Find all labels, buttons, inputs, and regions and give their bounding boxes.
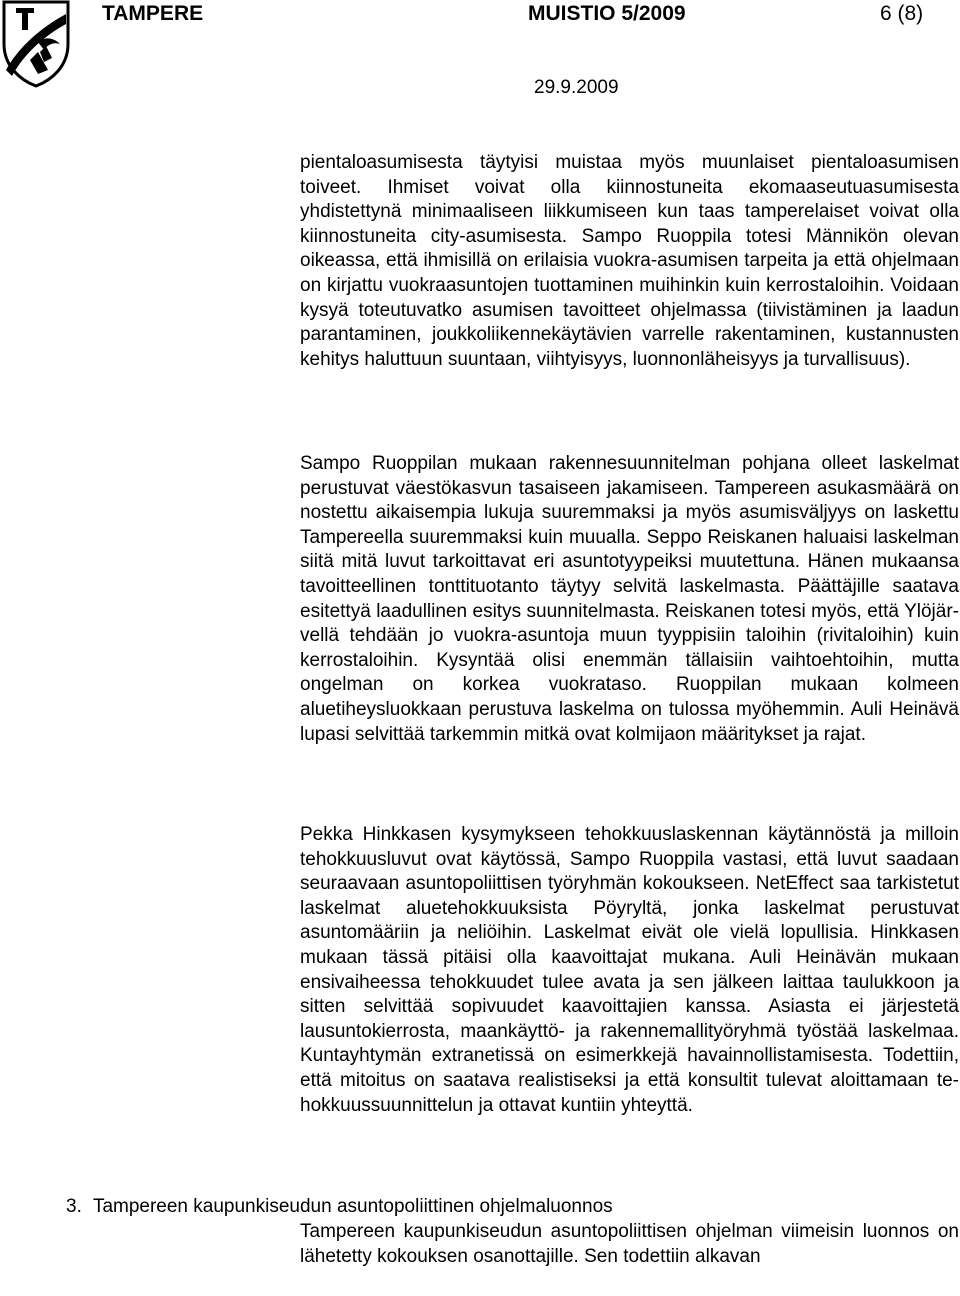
- section-title: Tampereen kaupunkiseudun asuntopoliittinen ohjelmaluonnos: [92, 1196, 613, 1217]
- body-paragraph-2: Sampo Ruoppilan mukaan rakennesuunnitelman pohjana olleet laskelmat perustuvat väestökasvun tasaiseen jakamiseen. Tampereen asukasmäärä on nostettu aikaisempia lukuja suuremmaksi ja myös asumisväljyys on laskettu Tampereella suuremmaksi kuin muualla. Seppo Reiskanen haluaisi laskelman siitä mitä luvut tarkoittavat eri asuntotyypeiksi muutettuna. Hänen mukaansa tavoitteellinen tonttituotanto täytyy selvitä laskelmasta. Päättäjille saatava esitettyä laadullinen esitys suunnitelmasta. Reiskanen totesi myös, että Ylöjärvellä tehdään jo vuokra-asuntoja muun tyyppisiin taloihin (rivitaloihin) kuin kerrostaloihin. Kysyntää olisi enemmän tällaisiin vaihtoehtoihin, mutta ongelman on korkea vuokrataso. Ruoppilan mukaan kolmeen aluetiheysluokkaan perustuva laskelma on tulossa myöhemmin. Auli Heinävä lupasi selvittää tarkemmin mitkä ovat kolmijaon määritykset ja rajat.: [300, 453, 959, 745]
- page-number: 6 (8): [880, 2, 924, 25]
- body-paragraph-3: Pekka Hinkkasen kysymykseen tehokkuuslaskennan käytännöstä ja milloin tehokkuusluvut ovat käytössä, Sampo Ruoppila vastasi, että luvut saadaan seuraavaan asuntopoliittisen työryhmän kokoukseen. NetEffect saa tarkistetut laskelmat aluetehokkuuksista Pöyryltä, jonka laskelmat perustuvat asuntomääriin ja neliöihin. Laskelmat eivät ole vielä lopullisia. Hinkkasen mukaan tässä pitäisi olla kaavoittajat mukana. Auli Heinävän mukaan ensivaiheessa tehokkuudet tulee avata ja sen jälkeen laittaa taulukkoon ja sitten selvittää sopivuudet kaavoittajien kanssa. Asiasta ei järjestetä lausuntokierrosta, maankäyttö- ja rakennemallityöryhmä työstää laskelmaa. Kuntayhtymän extranetissä on esimerkkejä havainnollistamisesta. Todettiin, että mitoitus on saatava realistiseksi ja että konsultit tulevat aloittamaan tehokkuussuunnittelun ja ottavat kuntiin yhteyttä.: [300, 824, 959, 1116]
- body-paragraph-1: pientaloasumisesta täytyisi muistaa myös muunlaiset pientaloasumisen toiveet. Ihmiset voivat olla kiinnostuneita ekomaaseutuasumisesta yhdistettynä minimaaliseen liikkumiseen kun taas tamperelaiset voivat olla kiinnostuneita city-asumisesta. Sampo Ruoppila totesi Männikön olevan oikeassa, että ihmisillä on erilaisia vuokra-asumisen tarpeita ja että ohjelmaan on kirjattu vuokraasuntojen tuottaminen muihinkin kuin kerrostaloihin. Voidaan kysyä toteutuvatko asumisen tavoitteet ohjelmassa (tiivistäminen ja laadun parantaminen, joukkoliikennekäytävien varrelle rakentaminen, kustannusten kehitys haluttuun suuntaan, viihtyisyys, luonnonläheisyys ja turvallisuus).: [300, 152, 959, 370]
- section-number: 3.: [66, 1196, 82, 1217]
- tampere-coat-of-arms-icon: [0, 0, 72, 88]
- document-title: MUISTIO 5/2009: [528, 2, 686, 25]
- document-date: 29.9.2009: [534, 77, 619, 98]
- section-heading: [66, 1196, 613, 1218]
- header-city: TAMPERE: [102, 2, 204, 25]
- section-paragraph: Tampereen kaupunkiseudun asuntopoliittisen ohjelman viimeisin luonnos on lähetetty kokouksen osanottajille. Sen todettiin alkavan: [300, 1221, 959, 1267]
